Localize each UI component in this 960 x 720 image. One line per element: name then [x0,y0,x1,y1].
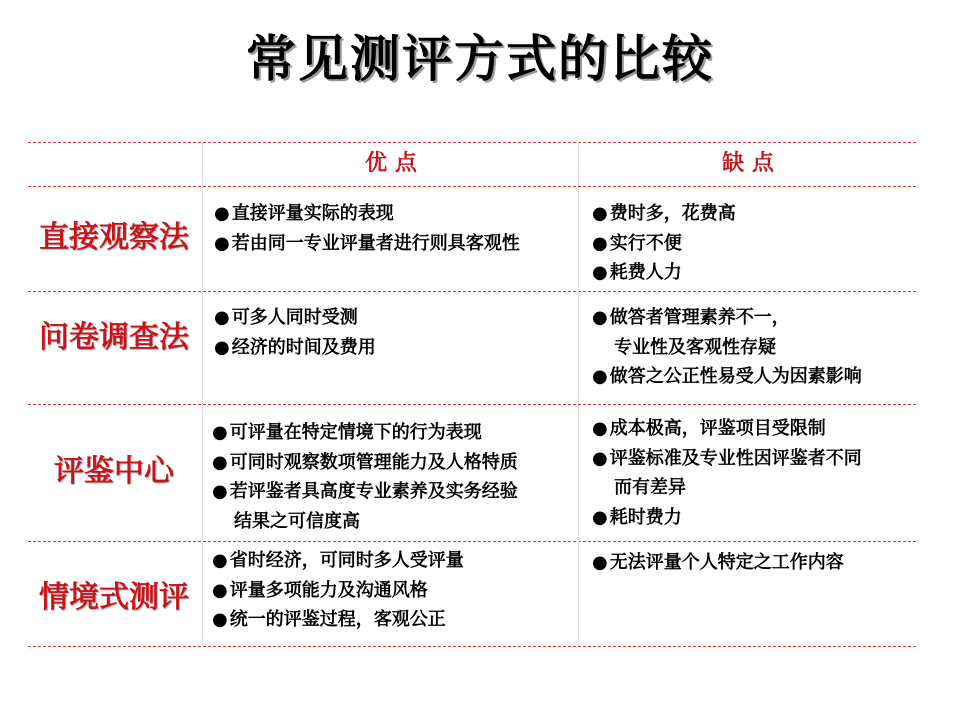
bullet-icon: ● [214,336,230,358]
table-bottom-border [28,646,916,647]
table-top-border [28,142,916,143]
row-divider-2 [28,404,916,405]
pros-item: ● 统一的评鉴过程，客观公正 [212,609,446,630]
header-cons [580,148,916,178]
pros-item: ● 可同时观察数项管理能力及人格特质 [212,451,518,473]
row-4-cons [592,548,844,578]
bullet-icon: ● [592,506,608,528]
cons-item-continued: 而有差异 [614,477,686,498]
bullet-icon: ● [592,203,608,224]
pros-item: ● 直接评量实际的表现 [214,203,394,224]
row-divider-3 [28,541,916,542]
cons-item: ● 成本极高，评鉴项目受限制 [592,418,826,439]
method-assessment-center: 评鉴中心 [54,454,174,489]
bullet-icon: ● [592,366,608,387]
row-2-pros [214,303,376,362]
pros-item: ● 若评鉴者具高度专业素养及实务经验 [212,481,518,502]
pros-item: ● 可多人同时受测 [214,307,358,328]
cons-item: ● 耗费人力 [592,262,682,283]
method-situational-assessment: 情境式测评 [39,580,189,615]
bullet-icon: ● [592,307,608,328]
bullet-icon: ● [212,579,228,601]
cons-item: ● 费时多，花费高 [592,203,736,224]
bullet-icon: ● [212,481,228,502]
bullet-icon: ● [214,232,230,254]
row-4-pros [212,546,464,635]
pros-item: ● 评量多项能力及沟通风格 [212,579,428,601]
row-3-pros [212,418,518,536]
header-pros-label: 优 点 [365,150,417,176]
page-title: 常见测评方式的比较 [246,30,714,88]
pros-item: ● 经济的时间及费用 [214,336,376,358]
bullet-icon: ● [592,262,608,283]
bullet-icon: ● [214,307,230,328]
pros-item-continued: 结果之可信度高 [234,510,360,532]
cons-item: ● 实行不便 [592,232,682,254]
bullet-icon: ● [592,232,608,254]
cons-item: ● 评鉴标准及专业性因评鉴者不同 [592,447,862,469]
bullet-icon: ● [212,550,228,571]
bullet-icon: ● [212,609,228,630]
pros-item: ● 可评量在特定情境下的行为表现 [212,422,482,443]
cons-item: ● 做答者管理素养不一， [592,307,790,328]
bullet-icon: ● [592,447,608,469]
header-cons-label: 缺 点 [722,150,774,176]
bullet-icon: ● [212,451,228,473]
row-divider-1 [28,291,916,292]
header-pros [204,148,578,178]
header-divider [28,186,916,187]
method-direct-observation: 直接观察法 [39,220,189,255]
column-divider-2 [578,142,579,646]
cons-item: ● 无法评量个人特定之工作内容 [592,552,844,573]
bullet-icon: ● [592,552,608,573]
row-3-cons [592,414,862,532]
cons-item-continued: 专业性及客观性存疑 [614,336,776,358]
row-2-cons [592,303,862,392]
row-1-cons [592,199,736,288]
bullet-icon: ● [592,418,608,439]
bullet-icon: ● [212,422,228,443]
cons-item: ● 做答之公正性易受人为因素影响 [592,366,862,387]
column-divider-1 [202,142,203,646]
pros-item: ● 省时经济，可同时多人受评量 [212,550,464,571]
cons-item: ● 耗时费力 [592,506,682,528]
row-1-pros [214,199,520,258]
method-questionnaire: 问卷调查法 [39,320,189,355]
pros-item: ● 若由同一专业评量者进行则具客观性 [214,232,520,254]
bullet-icon: ● [214,203,230,224]
